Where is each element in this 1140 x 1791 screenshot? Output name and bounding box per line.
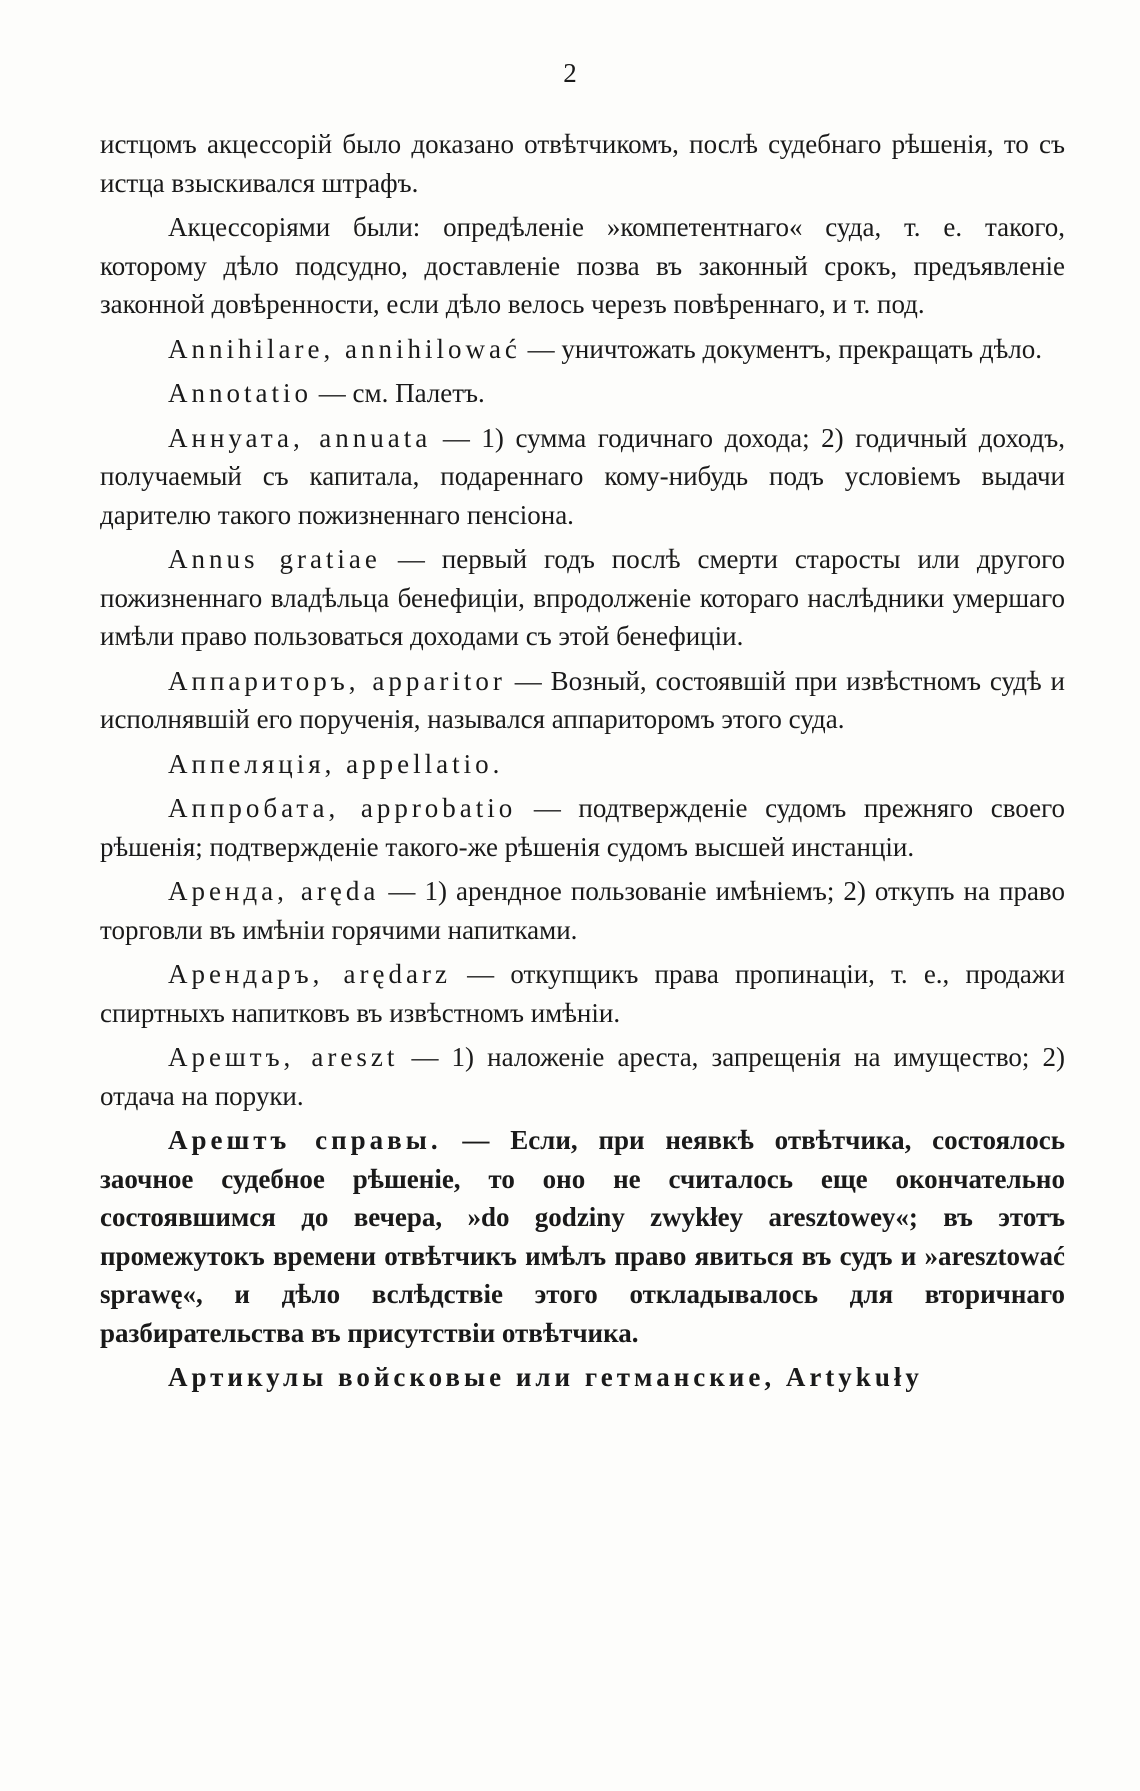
entry-apparitor xyxy=(100,662,1065,739)
entry-headword: Арештъ справы. xyxy=(168,1125,442,1155)
body-text xyxy=(100,125,1065,1403)
entry-annuata xyxy=(100,419,1065,535)
entry-headword: Аренда, arędа xyxy=(168,876,380,906)
entry-arendar xyxy=(100,955,1065,1032)
entry-appellatio xyxy=(100,745,1065,784)
entry-headword: Аппеляція, appellatio. xyxy=(168,748,504,779)
entry-arest xyxy=(100,1038,1065,1115)
entry-annotatio xyxy=(100,374,1065,413)
entry-definition: — 1) арендное пользованіе имѣніемъ; 2) откупъ на право торговли въ имѣніи горячими напитками. xyxy=(100,876,1065,945)
paragraph-continuation xyxy=(100,125,1065,202)
entry-headword: Аппариторъ, apparitor xyxy=(168,665,506,696)
entry-definition: — уничтожать документъ, прекращать дѣло. xyxy=(520,333,1042,364)
entry-headword: Арендаръ, arędarz xyxy=(168,959,451,989)
entry-headword: Annotatio xyxy=(168,378,312,408)
entry-annihilare xyxy=(100,330,1065,369)
entry-definition: — Возный, состоявшій при извѣстномъ судѣ и исполнявшій его порученія, назывался аппариторомъ этого суда. xyxy=(100,665,1065,734)
entry-definition: — откупщикъ права пропинаціи, т. е., продажи спиртныхъ напитковъ въ извѣстномъ имѣніи. xyxy=(100,959,1065,1028)
entry-arest-spravy xyxy=(100,1121,1065,1352)
paragraph-accessories xyxy=(100,208,1065,324)
entry-annus-gratiae xyxy=(100,540,1065,656)
entry-definition: — подтвержденіе судомъ прежняго своего рѣшенія; подтвержденіе такого-же рѣшенія судомъ высшей инстанціи. xyxy=(100,793,1065,862)
entry-headword: Аппробата, approbatio xyxy=(168,793,517,823)
entry-headword: Annus gratiae xyxy=(168,544,381,574)
entry-definition: — 1) наложеніе ареста, запрещенія на имущество; 2) отдача на поруки. xyxy=(100,1042,1065,1111)
entry-definition: — Если, при неявкѣ отвѣтчика, состоялось заочное судебное рѣшеніе, то оно не считалось еще окончательно состоявшимся до вечера, »do godziny zwykłey aresztowey«; въ этотъ промежутокъ времени отвѣтчикъ имѣлъ право явиться въ судъ и »aresztować sprawę«, и дѣло вслѣдствіе этого откладывалось для вторичнаго разбирательства въ присутствіи отвѣтчика. xyxy=(100,1125,1066,1348)
entry-definition: — см. Палетъ. xyxy=(312,378,485,408)
entry-headword: Аннуата, annuata xyxy=(168,422,432,453)
page-number: 2 xyxy=(563,58,577,88)
entry-headword: Арештъ, areszt xyxy=(168,1042,399,1072)
entry-approbatio xyxy=(100,789,1065,866)
entry-definition: — 1) сумма годичнаго дохода; 2) годичный доходъ, получаемый съ капитала, подареннаго кому-нибудь подъ условіемъ выдачи дарителю такого пожизненнаго пенсіона. xyxy=(100,422,1065,530)
entry-arenda xyxy=(100,872,1065,949)
paragraph-body: истцомъ акцессорій было доказано отвѣтчикомъ, послѣ судебнаго рѣшенія, то съ истца взыскивался штрафъ. xyxy=(100,129,1065,198)
entry-artikuly xyxy=(100,1358,1065,1397)
entry-definition: — первый годъ послѣ смерти старосты или другого пожизненнаго владѣльца бенефиціи, впродолженіе котораго наслѣдники умершаго имѣли право пользоваться доходами съ этой бенефиціи. xyxy=(100,544,1066,651)
paragraph-body: Акцессоріями были: опредѣленіе »компетентнаго« суда, т. е. такого, которому дѣло подсудно, доставленіе позва въ законный срокъ, предъявленіе законной довѣренности, если дѣло велось черезъ повѣреннаго, и т. под. xyxy=(100,212,1065,319)
entry-headword: Артикулы войсковые или гетманские, Artykuły xyxy=(168,1362,923,1392)
entry-headword: Annihilare, annihilować xyxy=(168,333,521,364)
